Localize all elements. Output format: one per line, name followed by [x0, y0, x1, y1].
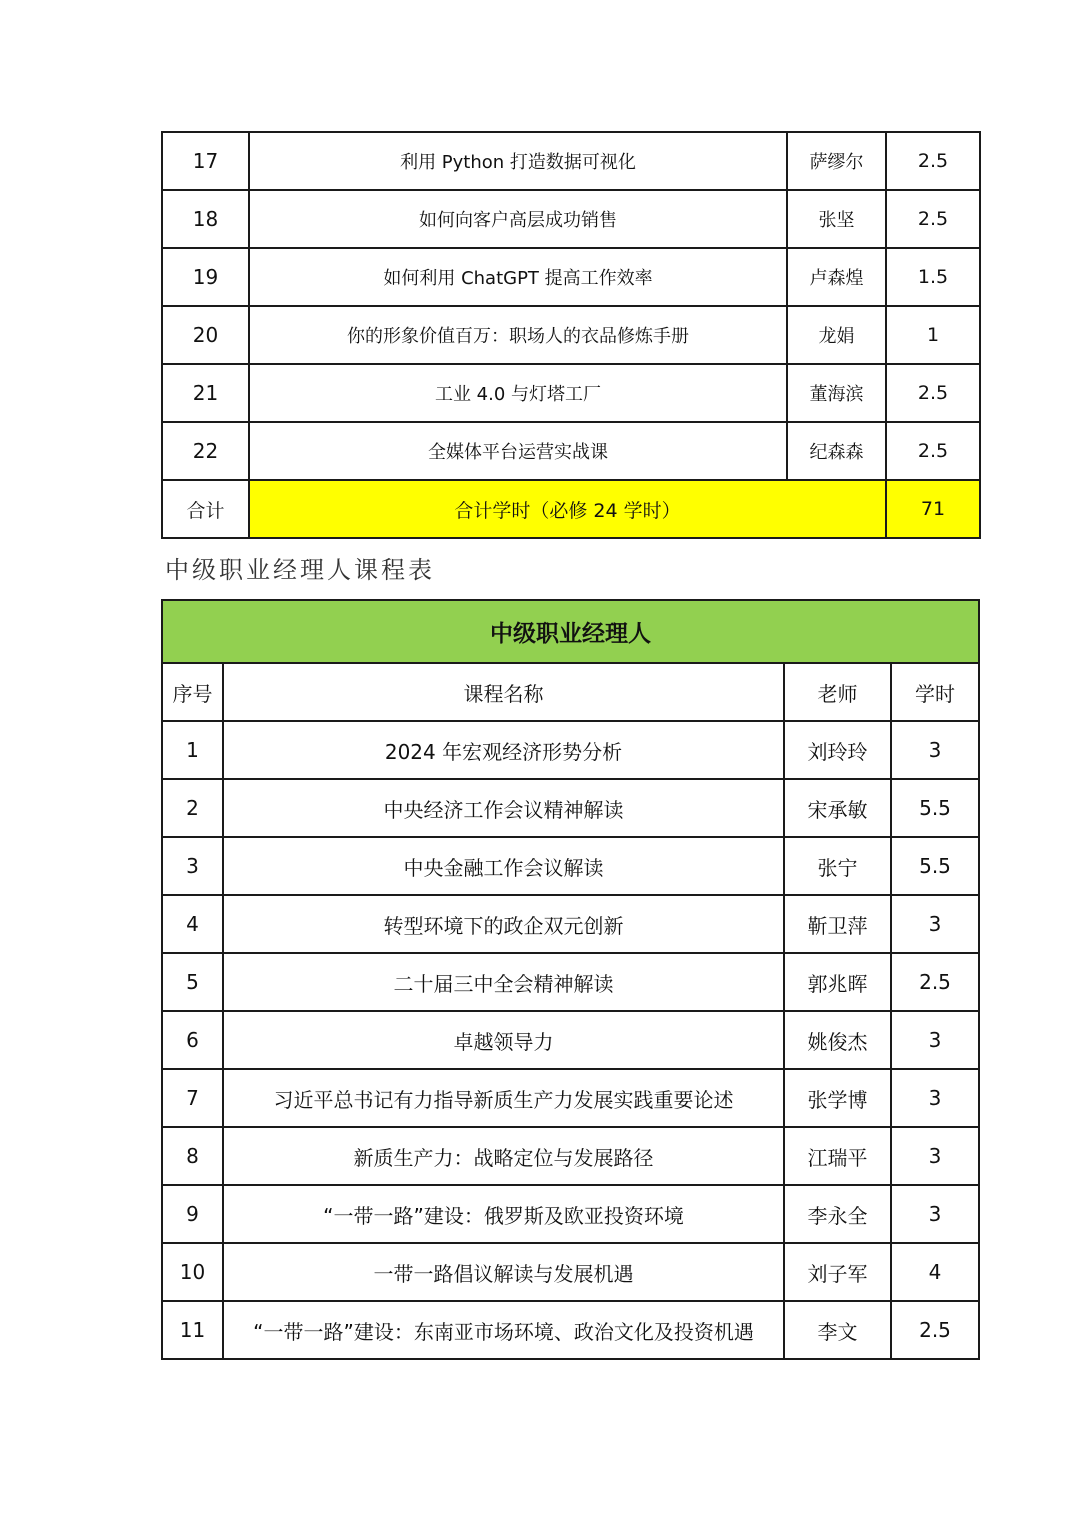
course-name: 工业 4.0 与灯塔工厂	[249, 364, 787, 422]
table-row	[162, 306, 980, 364]
row-number: 19	[162, 248, 249, 306]
row-number: 2	[162, 779, 223, 837]
row-number: 21	[162, 364, 249, 422]
table-row	[162, 1011, 979, 1069]
table-title: 中级职业经理人	[162, 600, 979, 663]
course-name: “一带一路”建设：俄罗斯及欧亚投资环境	[223, 1185, 784, 1243]
row-number: 17	[162, 132, 249, 190]
row-number: 10	[162, 1243, 223, 1301]
course-name: 新质生产力：战略定位与发展路径	[223, 1127, 784, 1185]
teacher-name: 靳卫萍	[784, 895, 891, 953]
table-title-row	[162, 600, 979, 663]
table-row	[162, 895, 979, 953]
teacher-name: 卢森煌	[787, 248, 886, 306]
row-number: 9	[162, 1185, 223, 1243]
total-label: 合计	[162, 480, 249, 538]
row-number: 11	[162, 1301, 223, 1359]
table-row	[162, 132, 980, 190]
table-row	[162, 1185, 979, 1243]
course-name: 2024 年宏观经济形势分析	[223, 721, 784, 779]
table-row	[162, 248, 980, 306]
course-name: 转型环境下的政企双元创新	[223, 895, 784, 953]
header-number: 序号	[162, 663, 223, 721]
course-name: 如何向客户高层成功销售	[249, 190, 787, 248]
course-name: 你的形象价值百万：职场人的衣品修炼手册	[249, 306, 787, 364]
course-name: 如何利用 ChatGPT 提高工作效率	[249, 248, 787, 306]
row-number: 1	[162, 721, 223, 779]
table-row	[162, 1301, 979, 1359]
course-hours: 2.5	[891, 1301, 979, 1359]
course-name: “一带一路”建设：东南亚市场环境、政治文化及投资机遇	[223, 1301, 784, 1359]
course-name: 利用 Python 打造数据可视化	[249, 132, 787, 190]
row-number: 8	[162, 1127, 223, 1185]
teacher-name: 张宁	[784, 837, 891, 895]
row-number: 18	[162, 190, 249, 248]
course-hours: 3	[891, 721, 979, 779]
table-row	[162, 190, 980, 248]
row-number: 3	[162, 837, 223, 895]
course-hours: 3	[891, 895, 979, 953]
course-hours: 1	[886, 306, 980, 364]
course-name: 卓越领导力	[223, 1011, 784, 1069]
course-hours: 5.5	[891, 779, 979, 837]
table-row	[162, 779, 979, 837]
total-hours: 71	[886, 480, 980, 538]
teacher-name: 纪森森	[787, 422, 886, 480]
course-hours: 2.5	[886, 364, 980, 422]
total-description: 合计学时（必修 24 学时）	[249, 480, 886, 538]
section-caption: 中级职业经理人课程表	[165, 556, 435, 584]
teacher-name: 张学博	[784, 1069, 891, 1127]
teacher-name: 宋承敏	[784, 779, 891, 837]
teacher-name: 萨缪尔	[787, 132, 886, 190]
total-row	[162, 480, 980, 538]
teacher-name: 张坚	[787, 190, 886, 248]
table-row	[162, 837, 979, 895]
intermediate-course-table	[161, 599, 980, 1360]
course-name: 中央金融工作会议解读	[223, 837, 784, 895]
teacher-name: 董海滨	[787, 364, 886, 422]
course-hours: 5.5	[891, 837, 979, 895]
course-name: 中央经济工作会议精神解读	[223, 779, 784, 837]
course-hours: 3	[891, 1127, 979, 1185]
teacher-name: 刘子军	[784, 1243, 891, 1301]
course-hours: 3	[891, 1069, 979, 1127]
row-number: 7	[162, 1069, 223, 1127]
course-hours: 2.5	[886, 132, 980, 190]
course-table-continued	[161, 131, 981, 539]
course-name: 习近平总书记有力指导新质生产力发展实践重要论述	[223, 1069, 784, 1127]
teacher-name: 江瑞平	[784, 1127, 891, 1185]
row-number: 4	[162, 895, 223, 953]
teacher-name: 姚俊杰	[784, 1011, 891, 1069]
table-row	[162, 1069, 979, 1127]
course-hours: 1.5	[886, 248, 980, 306]
course-hours: 4	[891, 1243, 979, 1301]
row-number: 6	[162, 1011, 223, 1069]
course-hours: 2.5	[886, 422, 980, 480]
course-hours: 3	[891, 1011, 979, 1069]
row-number: 22	[162, 422, 249, 480]
teacher-name: 龙娟	[787, 306, 886, 364]
header-teacher: 老师	[784, 663, 891, 721]
table-header-row	[162, 663, 979, 721]
course-name: 一带一路倡议解读与发展机遇	[223, 1243, 784, 1301]
table-row	[162, 422, 980, 480]
course-hours: 2.5	[891, 953, 979, 1011]
table-row	[162, 1127, 979, 1185]
teacher-name: 李文	[784, 1301, 891, 1359]
course-name: 全媒体平台运营实战课	[249, 422, 787, 480]
table-row	[162, 1243, 979, 1301]
teacher-name: 刘玲玲	[784, 721, 891, 779]
course-name: 二十届三中全会精神解读	[223, 953, 784, 1011]
row-number: 5	[162, 953, 223, 1011]
table-row	[162, 953, 979, 1011]
header-hours: 学时	[891, 663, 979, 721]
teacher-name: 郭兆晖	[784, 953, 891, 1011]
course-hours: 3	[891, 1185, 979, 1243]
header-course: 课程名称	[223, 663, 784, 721]
teacher-name: 李永全	[784, 1185, 891, 1243]
row-number: 20	[162, 306, 249, 364]
table-row	[162, 364, 980, 422]
course-hours: 2.5	[886, 190, 980, 248]
table-row	[162, 721, 979, 779]
